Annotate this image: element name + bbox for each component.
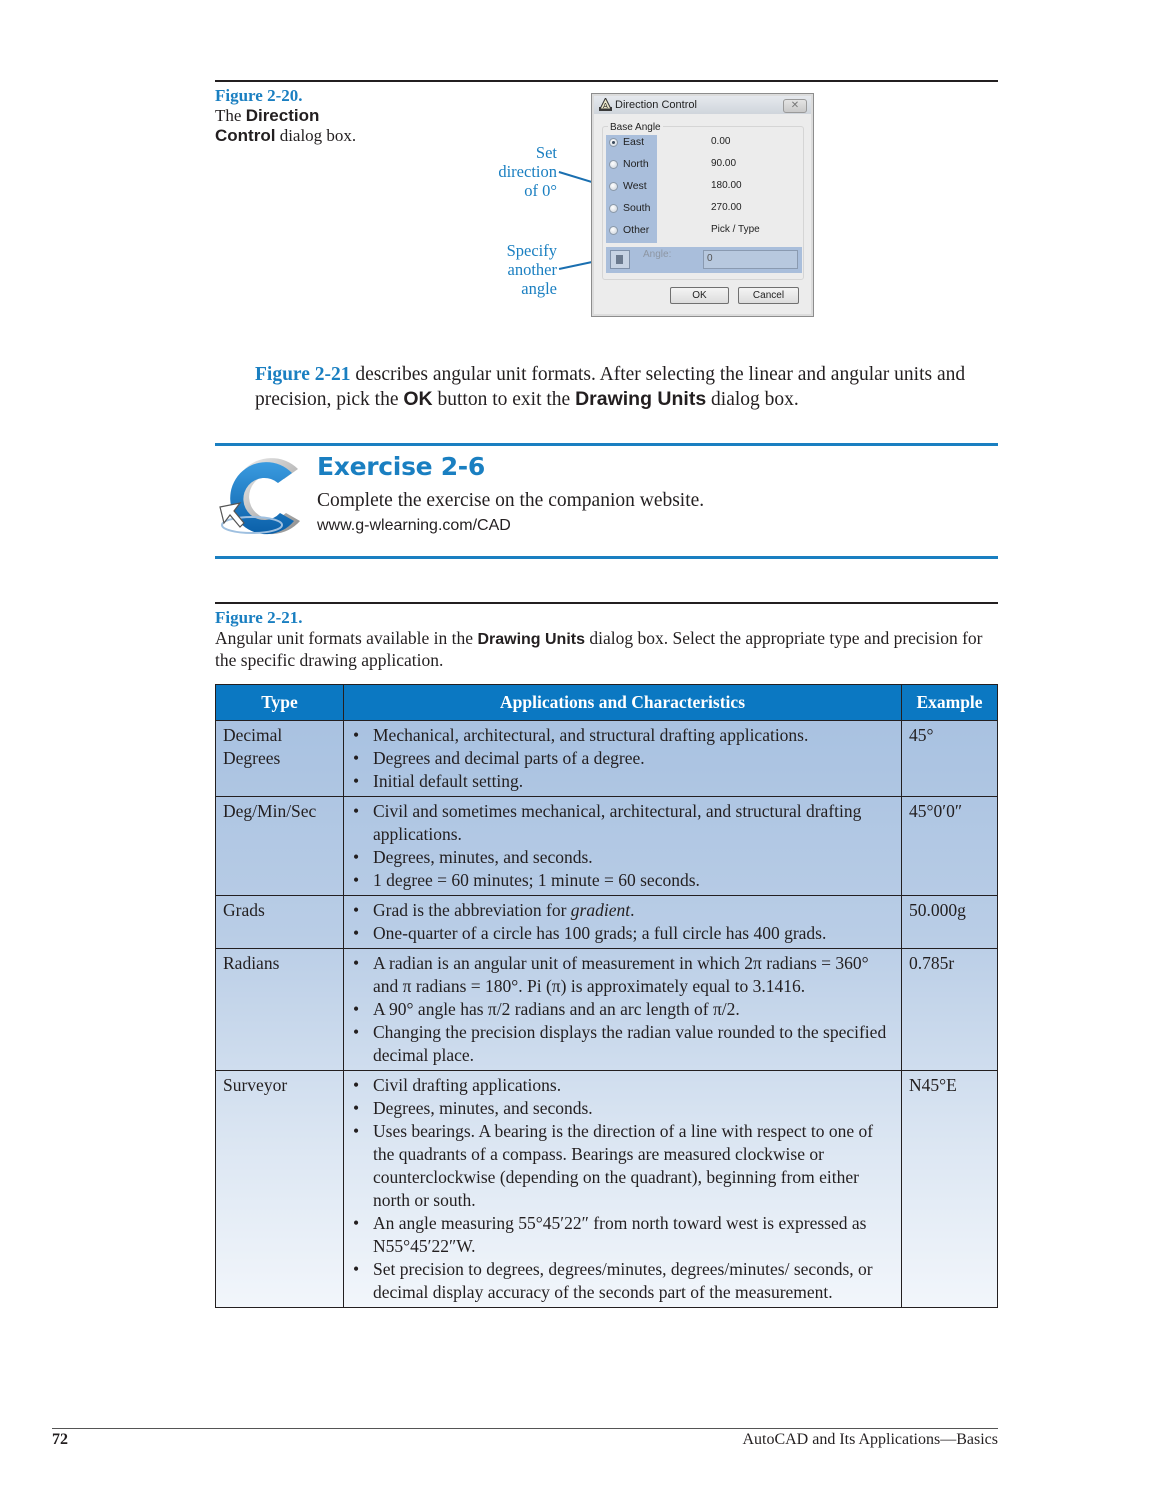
radio-label: Other xyxy=(623,224,650,236)
pick-angle-button[interactable] xyxy=(610,250,630,269)
list-item: • A radian is an angular unit of measurement in which 2π radians = 360° and π radians = 180°. Pi (π) is approximately equal to 3.1416. xyxy=(351,952,894,998)
caption-text: dialog box. xyxy=(275,126,357,145)
paragraph-text-part: button to exit the xyxy=(432,389,576,410)
running-head: AutoCAD and Its Applications—Basics xyxy=(742,1431,998,1448)
list-item-text: . xyxy=(630,900,635,920)
exercise-bottom-rule xyxy=(215,556,998,559)
radio-icon xyxy=(609,204,618,213)
companion-website-logo-icon xyxy=(216,453,308,541)
figure-2-21-caption-text xyxy=(215,628,1000,671)
cell-applications xyxy=(344,797,902,896)
cell-type: Deg/Min/Sec xyxy=(216,797,344,896)
list-item: • 1 degree = 60 minutes; 1 minute = 60 seconds. xyxy=(351,869,894,892)
radio-checked-icon xyxy=(609,138,618,147)
cell-example: 45°0′0″ xyxy=(902,797,998,896)
body-paragraph xyxy=(215,362,1000,412)
east-value: 0.00 xyxy=(711,136,731,147)
figure-2-21-label: Figure 2-21. xyxy=(215,608,303,627)
list-item: • Set precision to degrees, degrees/minutes, degrees/minutes/ seconds, or decimal display accuracy of the seconds part of the measurement. xyxy=(351,1258,894,1304)
dialog-titlebar[interactable] xyxy=(594,96,811,114)
autocad-app-icon xyxy=(599,98,612,111)
figure-2-20-caption-text xyxy=(215,106,415,146)
base-angle-label: Base Angle xyxy=(610,122,661,133)
callout-specify-angle xyxy=(470,241,557,298)
figure-2-21-rule xyxy=(215,602,998,604)
radio-icon xyxy=(609,182,618,191)
cell-type: Decimal Degrees xyxy=(216,721,344,797)
callout-line-text: of 0° xyxy=(524,181,557,200)
callout-line-text: direction xyxy=(498,162,557,181)
cell-applications xyxy=(344,1071,902,1308)
radio-other[interactable] xyxy=(609,222,649,238)
west-value: 180.00 xyxy=(711,180,742,191)
radio-north[interactable] xyxy=(609,156,649,172)
list-item xyxy=(351,899,894,922)
figure-2-20-caption xyxy=(215,86,415,146)
table-row xyxy=(216,797,998,896)
close-button[interactable] xyxy=(783,99,807,113)
paragraph-bold: Drawing Units xyxy=(575,388,707,410)
list-item: • Degrees, minutes, and seconds. xyxy=(351,1097,894,1120)
direction-control-dialog xyxy=(591,93,814,317)
north-value: 90.00 xyxy=(711,158,737,169)
radio-label: North xyxy=(623,158,649,170)
table-row xyxy=(216,896,998,949)
paragraph-text xyxy=(215,362,1000,412)
caption-text: dialog box. Select the appropriate type and precision for the specific drawing application. xyxy=(215,628,983,670)
figure-reference-link[interactable]: Figure 2-21 xyxy=(255,364,351,385)
list-item: • A 90° angle has π/2 radians and an arc length of π/2. xyxy=(351,998,894,1021)
list-item: • Civil and sometimes mechanical, architectural, and structural drafting applications. xyxy=(351,800,894,846)
footer-rule xyxy=(52,1428,998,1429)
table-row xyxy=(216,1071,998,1308)
callout-line-text: Set xyxy=(535,143,557,162)
caption-bold: Direction xyxy=(245,106,320,125)
dialog-title: Direction Control xyxy=(615,99,697,111)
cell-example: N45°E xyxy=(902,1071,998,1308)
cell-applications xyxy=(344,949,902,1071)
radio-south[interactable] xyxy=(609,200,650,216)
cell-type: Surveyor xyxy=(216,1071,344,1308)
paragraph-bold: OK xyxy=(403,388,433,410)
cell-applications xyxy=(344,721,902,797)
list-item: • Degrees, minutes, and seconds. xyxy=(351,846,894,869)
cell-example: 0.785r xyxy=(902,949,998,1071)
figure-2-20-label: Figure 2-20. xyxy=(215,86,303,105)
list-item: • Changing the precision displays the radian value rounded to the specified decimal place. xyxy=(351,1021,894,1067)
exercise-title: Exercise 2-6 xyxy=(317,452,485,481)
close-icon: ✕ xyxy=(790,100,800,111)
angle-label: Angle: xyxy=(643,249,672,260)
cell-example: 45° xyxy=(902,721,998,797)
header-example: Example xyxy=(902,685,998,721)
exercise-text: Complete the exercise on the companion website. xyxy=(317,490,705,511)
caption-text: Angular unit formats available in the xyxy=(215,628,478,648)
radio-west[interactable] xyxy=(609,178,647,194)
header-applications: Applications and Characteristics xyxy=(344,685,902,721)
cancel-button[interactable]: Cancel xyxy=(738,287,799,304)
cell-type: Radians xyxy=(216,949,344,1071)
angle-input[interactable]: 0 xyxy=(703,250,798,269)
caption-bold: Control xyxy=(215,126,276,145)
callout-line-text: another xyxy=(507,260,557,279)
cell-type: Grads xyxy=(216,896,344,949)
callout-line-text: angle xyxy=(521,279,557,298)
caption-bold: Drawing Units xyxy=(477,631,585,648)
ok-button[interactable]: OK xyxy=(670,287,729,304)
table-row xyxy=(216,721,998,797)
cell-applications xyxy=(344,896,902,949)
cell-example: 50.000g xyxy=(902,896,998,949)
list-item: • Uses bearings. A bearing is the direction of a line with respect to one of the quadrants of a compass. Bearings are measured clockwise or counterclockwise (depending on the quadrant), beginning from either north or south. xyxy=(351,1120,894,1212)
radio-east[interactable] xyxy=(609,134,644,150)
exercise-top-rule xyxy=(215,443,998,446)
angular-units-table xyxy=(215,684,998,1308)
paragraph-text-part: dialog box. xyxy=(706,389,799,410)
table-header-row xyxy=(216,685,998,721)
radio-icon xyxy=(609,160,618,169)
list-item: • Degrees and decimal parts of a degree. xyxy=(351,747,894,770)
svg-text:A: A xyxy=(603,102,608,110)
south-value: 270.00 xyxy=(711,202,742,213)
header-type: Type xyxy=(216,685,344,721)
figure-2-21-caption xyxy=(215,608,1000,671)
radio-label: South xyxy=(623,202,651,214)
callout-set-direction xyxy=(470,143,557,200)
list-item: • Initial default setting. xyxy=(351,770,894,793)
page-number: 72 xyxy=(52,1431,68,1448)
list-item-italic: gradient xyxy=(570,900,631,920)
list-item: • Civil drafting applications. xyxy=(351,1074,894,1097)
list-item: • One-quarter of a circle has 100 grads; a full circle has 400 grads. xyxy=(351,922,894,945)
exercise-url-link[interactable]: www.g-wlearning.com/CAD xyxy=(317,517,511,534)
table-row xyxy=(216,949,998,1071)
other-value: Pick / Type xyxy=(711,224,760,235)
radio-icon xyxy=(609,226,618,235)
list-item: • An angle measuring 55°45′22″ from north toward west is expressed as N55°45′22″W. xyxy=(351,1212,894,1258)
radio-label: West xyxy=(623,180,647,192)
list-item: • Mechanical, architectural, and structural drafting applications. xyxy=(351,724,894,747)
angle-row xyxy=(606,247,802,273)
top-rule xyxy=(215,80,998,82)
paragraph-text-part: describes angular unit formats. After selecting the linear and angular units and precision, pick the xyxy=(255,364,966,410)
caption-text: The xyxy=(215,106,246,125)
callout-line-text: Specify xyxy=(506,241,557,260)
radio-label: East xyxy=(623,136,645,148)
list-item-text: Grad is the abbreviation for xyxy=(373,900,571,920)
